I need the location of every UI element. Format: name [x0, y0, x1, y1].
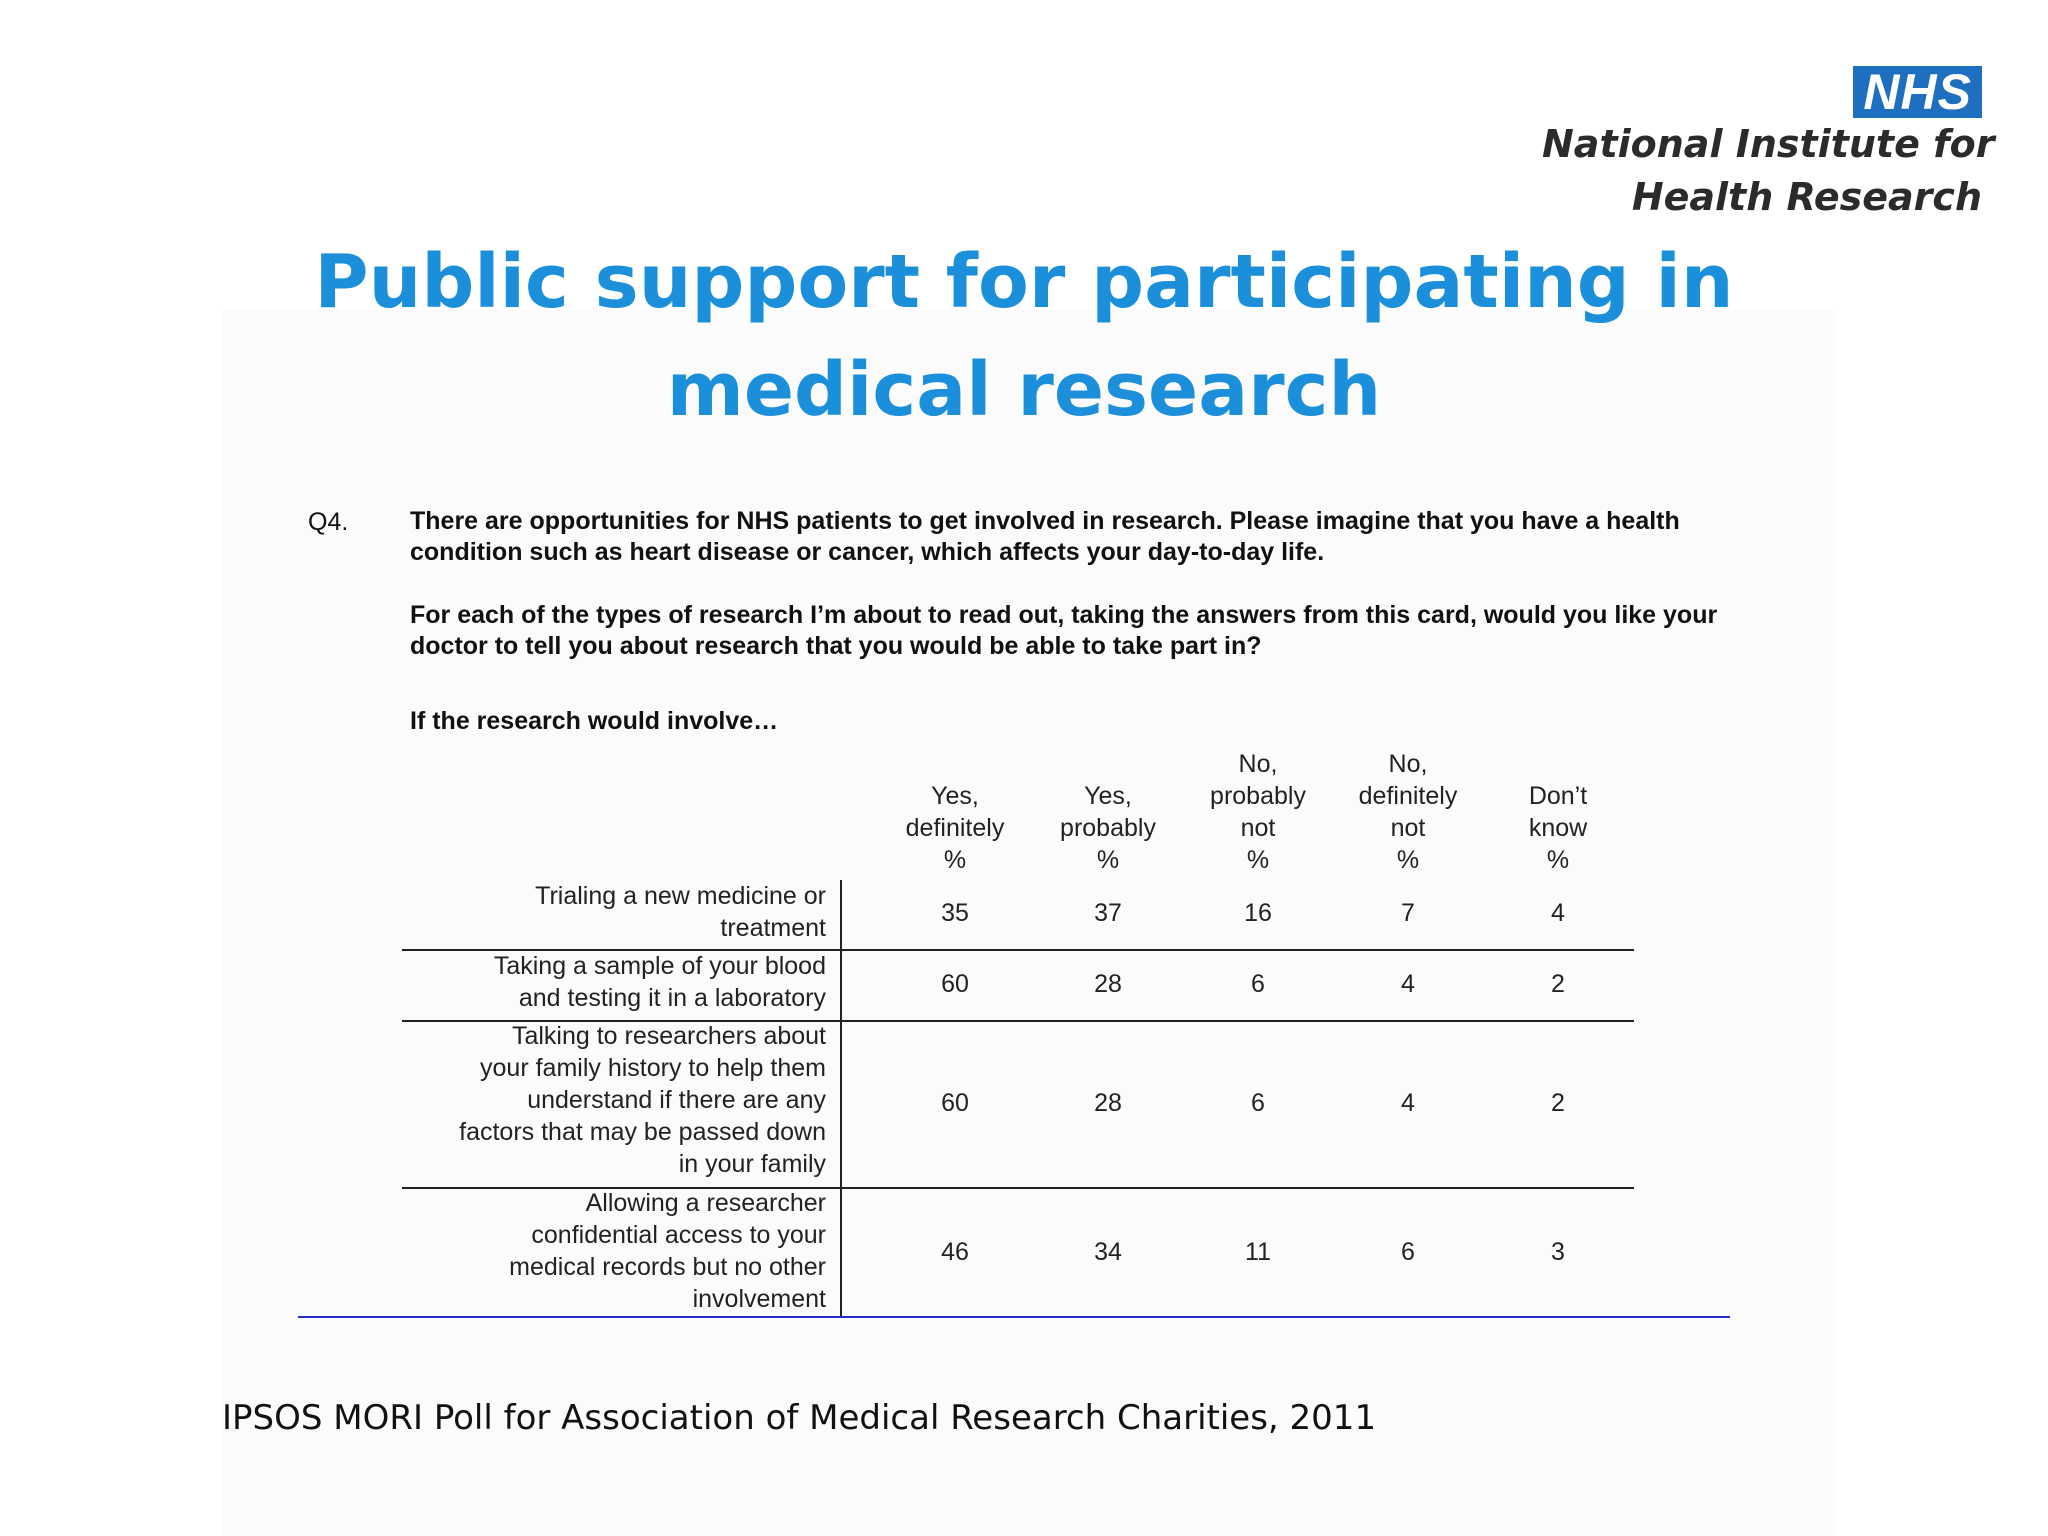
table-cell: 6	[1401, 1238, 1415, 1266]
table-cell: 3	[1551, 1238, 1565, 1266]
table-cell: 28	[1094, 1089, 1122, 1117]
question-intro: There are opportunities for NHS patients to get involved in research. Please imagine that you have a health condition such as heart disease or cancer, which affects your day-to-day life.	[410, 507, 1680, 566]
logo-line-1: National Institute for	[1542, 122, 1995, 166]
question-number: Q4.	[308, 508, 349, 536]
table-cell: 60	[941, 970, 969, 998]
table-cell: 28	[1094, 970, 1122, 998]
table-cell: 11	[1245, 1238, 1271, 1266]
table-bottom-rule	[298, 1316, 1730, 1318]
column-header-dont-know: Don’t know %	[1528, 782, 1588, 874]
nhs-logo-badge: NHS	[1853, 66, 1982, 118]
row-label-medical-records: Allowing a researcher confidential access to your medical records but no other involvement	[509, 1189, 826, 1313]
table-cell: 4	[1401, 970, 1415, 998]
row-label-family-history: Talking to researchers about your family history to help them understand if there are any factors that may be passed down in your family	[459, 1022, 826, 1178]
table-cell: 7	[1401, 899, 1415, 927]
table-cell: 37	[1094, 899, 1122, 927]
column-header-yes-probably: Yes, probably %	[1060, 782, 1156, 874]
table-cell: 46	[941, 1238, 969, 1266]
table-cell: 35	[941, 899, 969, 927]
table-cell: 16	[1244, 899, 1272, 927]
slide-title: Public support for participating in medical research	[314, 239, 1734, 433]
table-cell: 6	[1251, 970, 1265, 998]
source-citation: IPSOS MORI Poll for Association of Medical Research Charities, 2011	[222, 1398, 1377, 1438]
column-header-no-definitely-not: No, definitely not %	[1358, 750, 1458, 874]
column-header-no-probably-not: No, probably not %	[1210, 750, 1306, 874]
table-cell: 4	[1401, 1089, 1415, 1117]
question-lead-in: If the research would involve…	[410, 707, 779, 735]
table-divider-vertical	[840, 880, 842, 1316]
table-cell: 6	[1251, 1089, 1265, 1117]
question-prompt: For each of the types of research I’m about to read out, taking the answers from this card, would you like your doctor to tell you about research that you would be able to take part in?	[410, 601, 1718, 660]
table-cell: 2	[1551, 970, 1565, 998]
table-cell: 60	[941, 1089, 969, 1117]
row-label-blood-sample: Taking a sample of your blood and testing it in a laboratory	[493, 952, 826, 1012]
row-label-trial-medicine: Trialing a new medicine or treatment	[535, 882, 826, 942]
table-cell: 2	[1551, 1089, 1565, 1117]
nihr-logo	[1542, 64, 1995, 224]
table-cell: 34	[1094, 1238, 1122, 1266]
logo-line-2: Health Research	[1631, 175, 1982, 219]
column-header-yes-definitely: Yes, definitely %	[905, 782, 1005, 874]
table-cell: 4	[1551, 899, 1565, 927]
